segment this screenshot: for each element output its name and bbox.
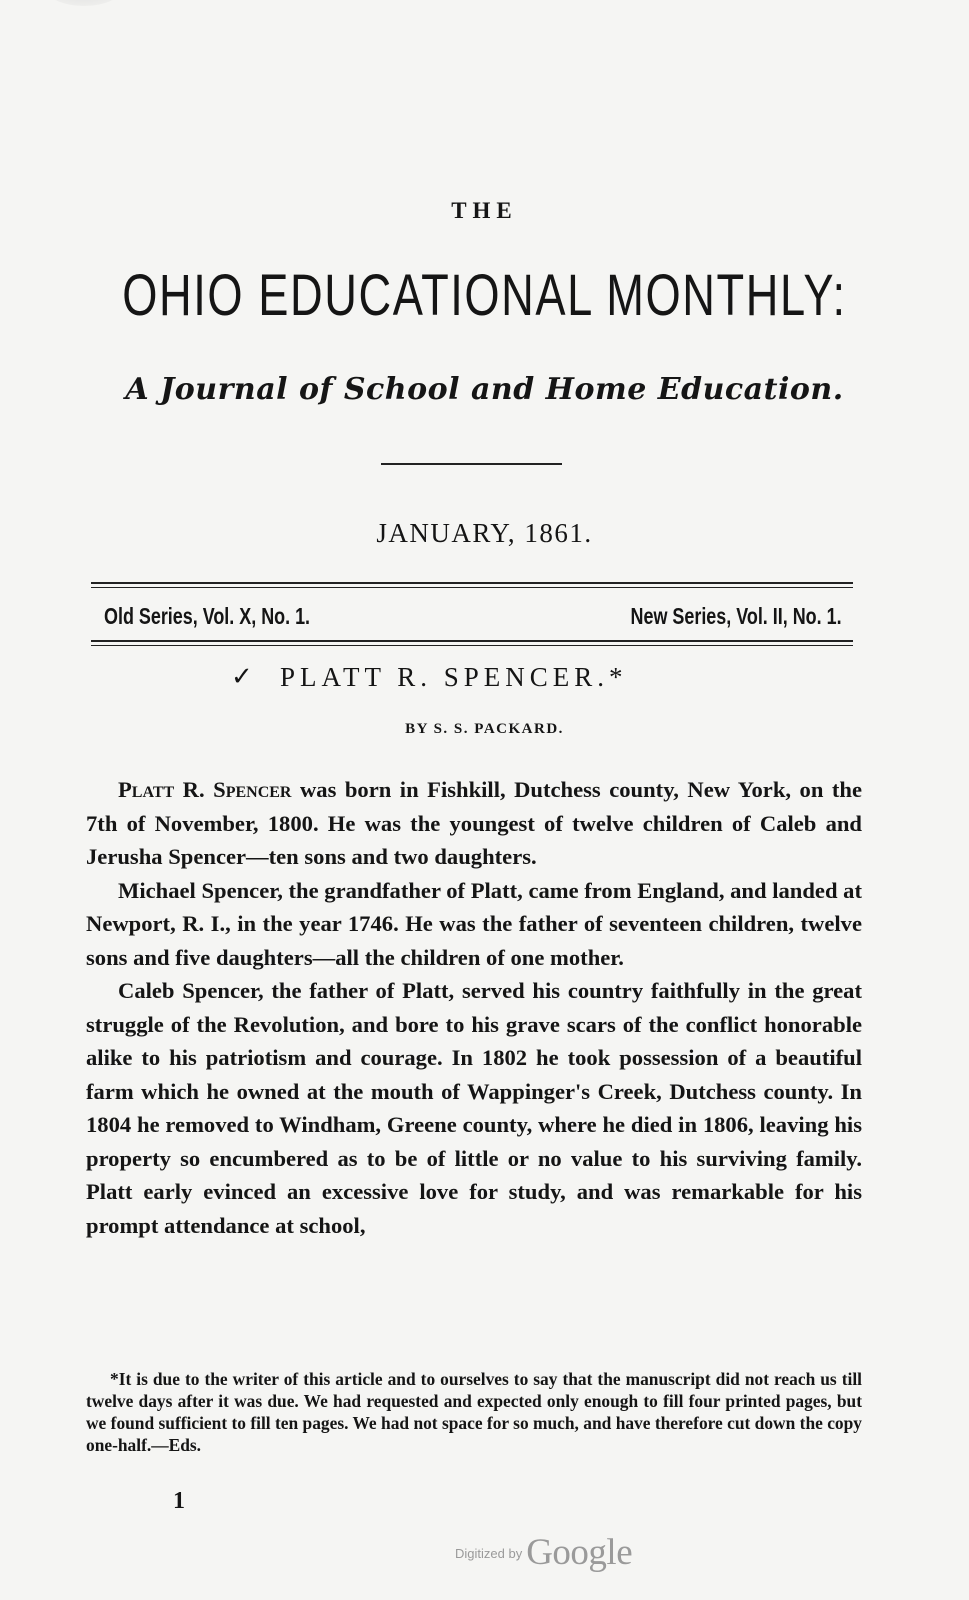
digitized-by-text: Digitized by xyxy=(455,1546,523,1561)
journal-title: OHIO EDUCATIONAL MONTHLY: xyxy=(122,263,847,328)
old-series-label: Old Series, Vol. X, No. 1. xyxy=(104,603,311,629)
issue-date: JANUARY, 1861. xyxy=(376,518,593,548)
paragraph-2: Michael Spencer, the grandfather of Platt, came from England, and landed at Newport, R. I., in the year 1746. He was the father of seventeen children, twelve sons and five daughters—all the children of one mother. xyxy=(86,877,862,970)
series-rule-top xyxy=(91,582,853,584)
google-logo: Google xyxy=(526,1532,633,1573)
paragraph-3: Caleb Spencer, the father of Platt, served his country faithfully in the great struggle of the Revolution, and bore to his grave scars of the conflict honorable alike to his patriotism and courage. In 1802 he took possession of a beautiful farm which he owned at the mouth of Wappinger's Creek, Dutchess county. In 1804 he removed to Windham, Greene county, where he died in 1806, leaving his property so encumbered as to be of little or no value to his surviving family. Platt early evinced an excessive love for study, and was remarkable for his prompt attendance at school, xyxy=(86,978,862,1238)
page-number: 1 xyxy=(173,1488,185,1514)
series-rule-bottom xyxy=(91,640,853,642)
title-divider xyxy=(381,463,562,465)
footnote xyxy=(86,1368,862,1456)
article-body xyxy=(86,773,862,1242)
check-mark-icon: ✓ xyxy=(231,662,253,691)
paragraph-1 xyxy=(86,773,862,874)
journal-subtitle: A Journal of School and Home Education. xyxy=(125,372,844,407)
scan-smudge xyxy=(44,0,124,6)
footnote-text: *It is due to the writer of this article and to ourselves to say that the manuscript did not reach us till twelve days after it was due. We had requested and expected only enough to fill four printed pages, but we found sufficient to fill ten pages. We had not space for so much, and have therefore cut down the copy one-half.—Eds. xyxy=(86,1369,862,1455)
new-series-label: New Series, Vol. II, No. 1. xyxy=(630,603,842,629)
digitized-watermark xyxy=(455,1531,632,1574)
paragraph-1-text: was born in Fishkill, Dutchess county, New York, on the 7th of November, 1800. He was the youngest of twelve children of Caleb and Jerusha Spencer—ten sons and two daughters. xyxy=(86,777,862,869)
article-byline: BY S. S. PACKARD. xyxy=(405,721,564,737)
lead-name: Platt R. Spencer xyxy=(118,777,292,802)
article-title: PLATT R. SPENCER.* xyxy=(280,662,628,692)
masthead-the: THE xyxy=(451,198,518,223)
